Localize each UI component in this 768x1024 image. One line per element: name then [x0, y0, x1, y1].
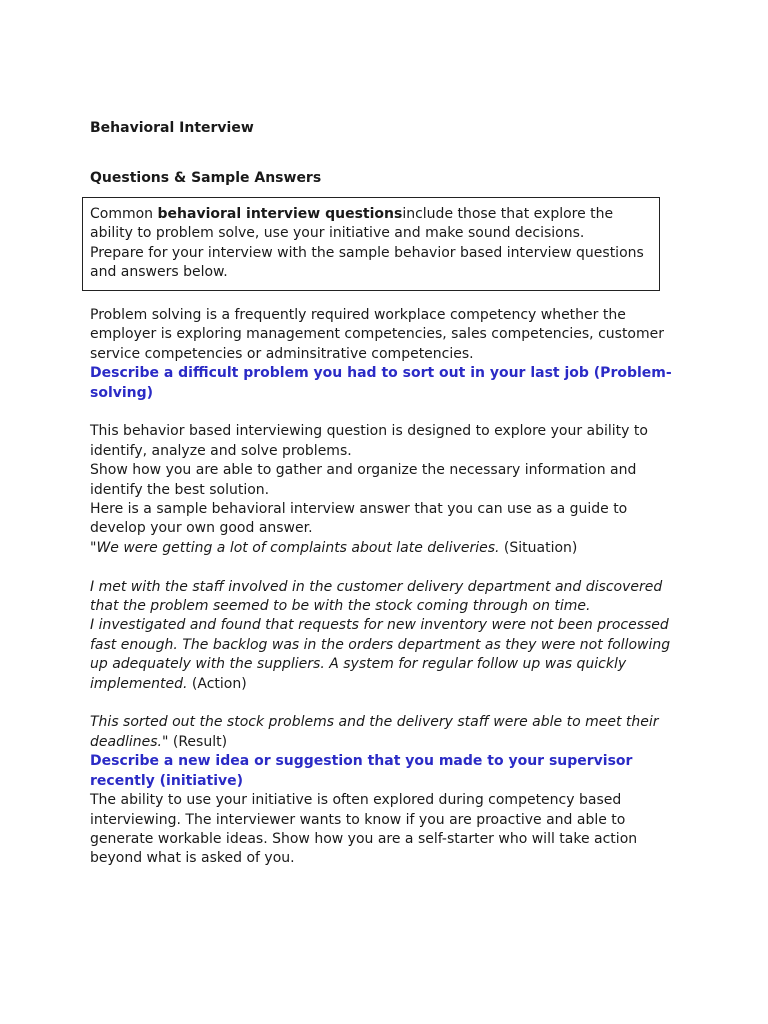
- q1-body-2: Show how you are able to gather and organize the necessary information and identify the best solution.: [90, 462, 637, 498]
- answer-situation: [90, 539, 680, 558]
- intro-rest: include those that explore the ability to problem solve, use your initiative and make sound decisions.: [90, 206, 614, 242]
- question-2: Describe a new idea or suggestion that you made to your supervisor recently (initiative): [90, 753, 633, 789]
- situation-text: "We were getting a lot of complaints about late deliveries.: [90, 539, 500, 556]
- intro-paragraph: [90, 205, 659, 244]
- answer-action-2: [90, 616, 680, 694]
- q1-body-1: This behavior based interviewing question is designed to explore your ability to identify, analyze and solve problems.: [90, 423, 648, 459]
- result-text: This sorted out the stock problems and the delivery staff were able to meet their deadlines.": [90, 714, 659, 750]
- page-subtitle: Questions & Sample Answers: [90, 170, 322, 186]
- intro-lead: Common: [90, 206, 158, 222]
- q1-body-3: Here is a sample behavioral interview answer that you can use as a guide to develop your own good answer.: [90, 501, 628, 537]
- para-problem-solving: Problem solving is a frequently required workplace competency whether the employer is exploring management competencies, sales competencies, customer service competencies or adminsitrative competencies.: [90, 307, 664, 362]
- intro-box: [82, 197, 660, 291]
- situation-tag: (Situation): [499, 539, 578, 556]
- article-body: [90, 306, 680, 869]
- answer-result: [90, 713, 680, 752]
- intro-line2: Prepare for your interview with the sample behavior based interview questions and answers below.: [90, 244, 644, 281]
- intro-bold: behavioral interview questions: [157, 206, 403, 222]
- action-tag: (Action): [187, 675, 247, 692]
- page-title: Behavioral Interview: [90, 120, 254, 136]
- result-tag: (Result): [168, 733, 228, 750]
- answer-action-1: I met with the staff involved in the customer delivery department and discovered that the problem seemed to be with the stock coming through on time.: [90, 578, 663, 615]
- document-page: [90, 116, 680, 867]
- q2-body: The ability to use your initiative is often explored during competency based interviewing. The interviewer wants to know if you are proactive and able to generate workable ideas. Show how you are a self-starter who will take action beyond what is asked of you.: [90, 792, 638, 867]
- question-1: Describe a difficult problem you had to sort out in your last job (Problem-solving): [90, 365, 672, 401]
- action-text: I investigated and found that requests for new inventory were not been processed fast enough. The backlog was in the orders department as they were not following up adequately with the suppliers. A system for regular follow up was quickly implemented.: [90, 617, 671, 692]
